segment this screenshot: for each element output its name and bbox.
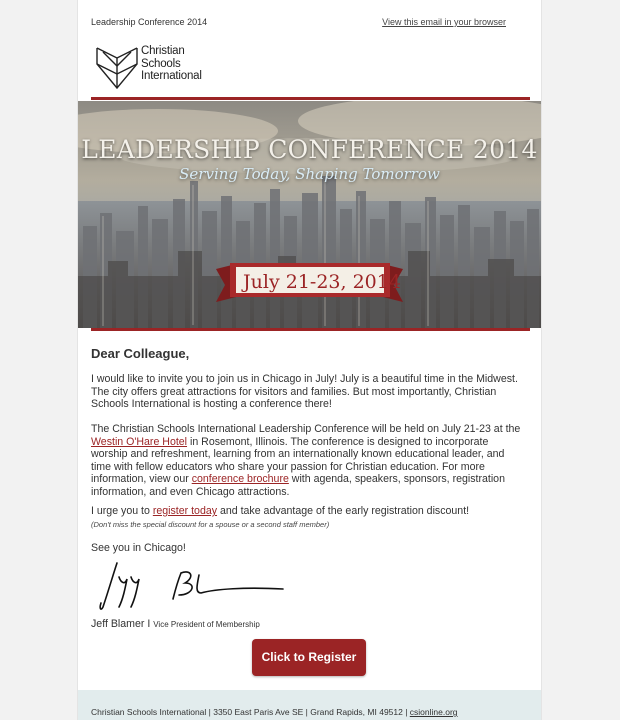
paragraph-2-text-a: The Christian Schools International Leadership Conference will be held on July 21-23 at the [91,423,521,435]
email-header [91,17,506,31]
hero-bottom-rule [91,328,530,331]
paragraph-2 [91,423,521,499]
paragraph-1-text: I would like to invite you to join us in Chicago in July! July is a beautiful time in the Midwest. The city offers great attractions for visitors and families. But most importantly, Christian Schools International is hosting a conference there! [91,373,518,411]
hero-title: LEADERSHIP CONFERENCE 2014 [81,135,538,164]
discount-note: (Don't miss the special discount for a spouse or a second staff member) [91,519,330,529]
westin-ohare-hotel-link[interactable]: Westin O'Hare Hotel [91,435,188,448]
paragraph-2-text-b: in Rosemont, Illinois. The conference is designed to incorporate worship and refreshment, learning from an internationally known educational leader, and time with fellow educators who share your passion for Christian education. For more information, view our [91,435,505,486]
hero-subtitle: Serving Today, Shaping Tomorrow [179,165,440,183]
footer-address [91,707,458,717]
logo-wordmark [141,45,202,83]
hero-banner[interactable] [78,101,541,328]
hero-date: July 21-23, 2014 [243,271,401,293]
paragraph-1 [91,373,521,411]
signer-role: Vice President of Membership [153,620,260,629]
csionline-link[interactable]: csionline.org [409,707,458,717]
paragraph-3 [91,505,521,531]
closing-line [91,542,521,555]
logo-line-1: Christian [141,45,185,57]
signer-name: Jeff Blamer [91,618,145,630]
signature-image [95,555,295,615]
paragraph-3-text-a: I urge you to [91,505,153,517]
footer-address-text: Christian Schools International | 3350 East Paris Ave SE | Grand Rapids, MI 49512 | [91,707,410,717]
email-title: Leadership Conference 2014 [91,17,208,27]
logo-line-2: Schools [141,57,181,70]
logo-line-3: International [141,70,202,82]
footer [78,690,541,720]
register-button[interactable]: Click to Register [252,639,366,676]
email-body [77,0,542,720]
paragraph-3-text-b: and take advantage of the early registration discount! [217,505,470,517]
register-today-link[interactable]: register today [152,505,218,517]
hero-top-rule [91,97,530,100]
csi-logo[interactable] [95,44,225,90]
signer-separator: I [144,618,154,630]
signer-line [91,618,260,630]
csi-logo-mark-icon [95,44,139,90]
closing-text: See you in Chicago! [91,542,186,554]
view-in-browser-link[interactable]: View this email in your browser [382,17,506,27]
greeting: Dear Colleague, [91,346,190,361]
conference-brochure-link[interactable]: conference brochure [191,473,289,486]
paragraph-2-text-c: with agenda, speakers, sponsors, registration information, and even Chicago attractions. [91,473,505,498]
